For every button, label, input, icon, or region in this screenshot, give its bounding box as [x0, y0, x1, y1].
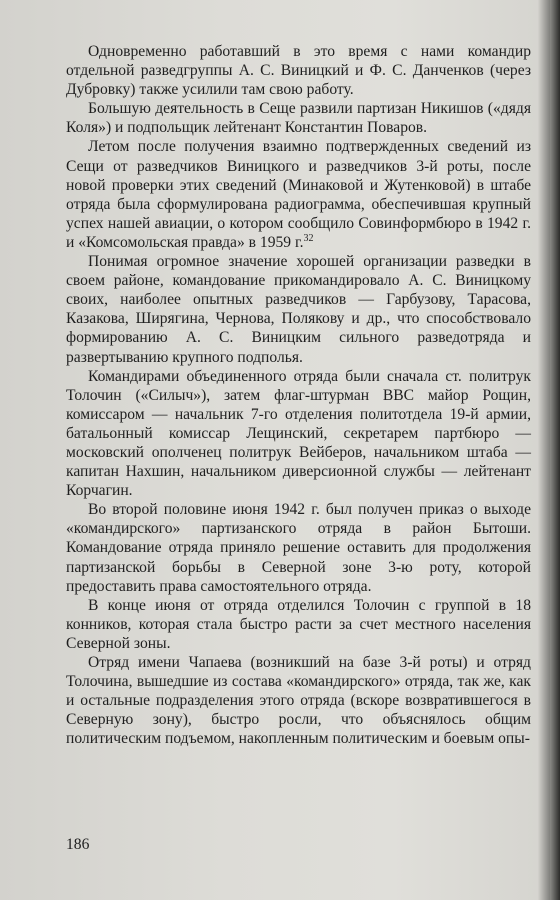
paragraph: Командирами объединенного отряда были сначала ст. политрук Толочин («Силыч»), затем флаг-штурман ВВС майор Рощин, комиссаром — начальник 7-го отделения политотдела 19-й армии, батальонный комиссар Лещинский, секретарем партбюро — московский ополченец политрук Вейберов, начальником штаба — капитан Нахшин, начальником диверсионной службы — лейтенант Корчагин. [66, 367, 531, 500]
page-number: 186 [66, 836, 90, 853]
body-text [66, 42, 531, 748]
paragraph: Понимая огромное значение хорошей организации разведки в своем районе, командование прикомандировало А. С. Виницкому своих, наиболее опытных разведчиков — Гарбузову, Тарасова, Казакова, Ширягина, Чернова, Полякову и др., что способствовало формированию А. С. Виницким сильного разведотряда и развертыванию крупного подполья. [66, 253, 531, 366]
paragraph: Большую деятельность в Сеще развили партизан Никишов («дядя Коля») и подпольщик лейтенант Константин Поваров. [66, 100, 531, 137]
paragraph: В конце июня от отряда отделился Толочин с группой в 18 конников, которая стала быстро расти за счет местного населения Северной зоны. [66, 596, 531, 652]
paragraph [66, 137, 531, 252]
paragraph-text: Летом после получения взаимно подтвержденных сведений из Сещи от разведчиков Виницкого и разведчиков 3-й роты, после новой проверки этих сведений (Минаковой и Жутенковой) в штабе отряда была сформулирована радиограмма, обеспечившая крупный успех нашей авиации, о котором сообщило Совинформбюро в 1942 г. и «Комсомольская правда» в 1959 г. [66, 138, 531, 251]
paragraph: Отряд имени Чапаева (возникший на базе 3-й роты) и отряд Толочина, вышедшие из состава «командирского» отряда, так же, как и остальные подразделения этого отряда (вскоре возвратившегося в Северную зону), быстро росли, что объяснялось общим политическим подъемом, накопленным политическим и боевым опы- [66, 654, 531, 748]
footnote-marker: 32 [303, 232, 314, 244]
paragraph: Одновременно работавший в это время с нами командир отдельной разведгруппы А. С. Виницкий и Ф. С. Данченков (через Дубровку) также усилили там свою работу. [66, 43, 531, 99]
paragraph: Во второй половине июня 1942 г. был получен приказ о выходе «командирского» партизанского отряда в район Бытоши. Командование отряда приняло решение оставить для продолжения партизанской борьбы в Северной зоне 3-ю роту, которой предоставить права самостоятельного отряда. [66, 501, 531, 595]
book-spine-shadow [550, 0, 560, 900]
